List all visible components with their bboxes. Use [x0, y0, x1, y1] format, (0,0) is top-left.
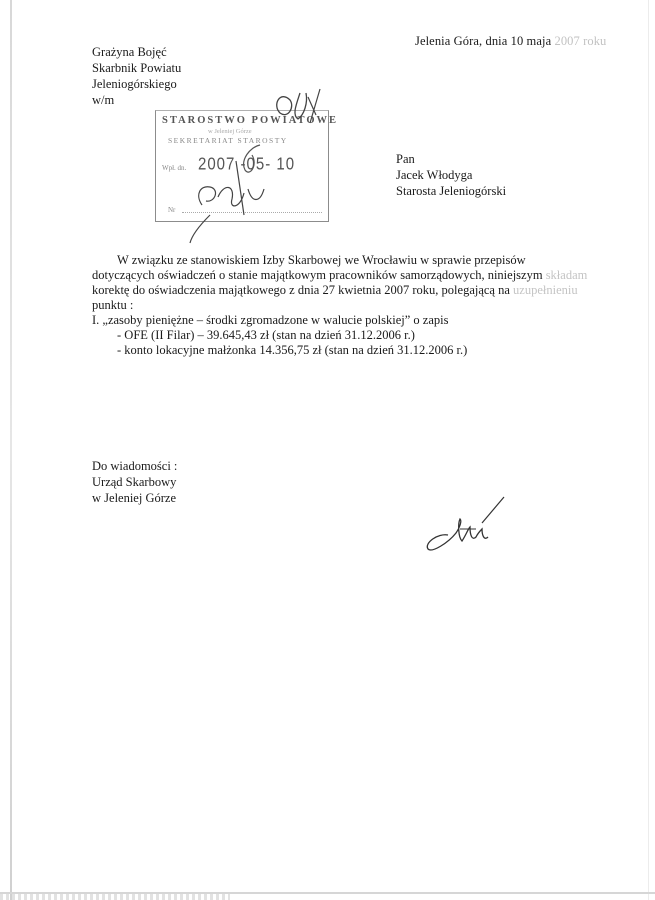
body-text-faded: uzupełnieniu	[513, 283, 578, 297]
sender-line: w/m	[92, 93, 115, 107]
body-line	[92, 268, 587, 283]
list-item: I. „zasoby pieniężne – środki zgromadzone w walucie polskiej” o zapis	[92, 313, 449, 327]
handwritten-signature	[420, 493, 510, 553]
sender-line: Skarbnik Powiatu	[92, 61, 182, 75]
stamp-subtitle: w Jeleniej Górze	[208, 128, 252, 135]
list-bullet: - konto lokacyjne małżonka 14.356,75 zł (stan na dzień 31.12.2006 r.)	[117, 343, 468, 357]
recipient-line: Pan	[396, 152, 415, 166]
stamp-date-label: Wpł. dn.	[162, 164, 187, 172]
scan-edge-right	[648, 0, 649, 900]
stamp-date: 2007 -05- 10	[198, 154, 296, 175]
date-faded: 2007 roku	[554, 34, 607, 48]
cc-line: w Jeleniej Górze	[92, 491, 176, 505]
stamp-nr-label: Nr	[168, 206, 176, 214]
cc-line: Urząd Skarbowy	[92, 475, 177, 489]
body-line: punktu :	[92, 298, 134, 312]
sender-line: Grażyna Bojęć	[92, 45, 167, 59]
body-line: W związku ze stanowiskiem Izby Skarbowej we Wrocławiu w sprawie przepisów	[117, 253, 526, 267]
recipient-block	[396, 151, 506, 199]
date-main: Jelenia Góra, dnia 10 maja	[415, 34, 552, 48]
body-line	[92, 283, 587, 298]
body-text-faded: składam	[545, 268, 588, 282]
body-text-main: korektę do oświadczenia majątkowego z dnia 27 kwietnia 2007 roku, polegającą na	[92, 283, 510, 297]
sender-line: Jeleniogórskiego	[92, 77, 177, 91]
scan-edge-left	[10, 0, 12, 900]
stamp-title: STAROSTWO POWIATOWE	[162, 115, 338, 126]
stamp-department: SEKRETARIAT STAROSTY	[168, 136, 288, 145]
letter-body	[92, 253, 587, 358]
handwritten-annotation	[140, 85, 380, 255]
cc-block	[92, 458, 177, 506]
cc-line: Do wiadomości :	[92, 459, 178, 473]
list-bullet: - OFE (II Filar) – 39.645,43 zł (stan na dzień 31.12.2006 r.)	[117, 328, 415, 342]
recipient-line: Starosta Jeleniogórski	[396, 184, 507, 198]
letter-date	[415, 34, 606, 49]
scan-noise	[0, 894, 230, 900]
body-text-main: dotyczących oświadczeń o stanie majątkowym pracowników samorządowych, niniejszym	[92, 268, 543, 282]
recipient-line: Jacek Włodyga	[396, 168, 473, 182]
